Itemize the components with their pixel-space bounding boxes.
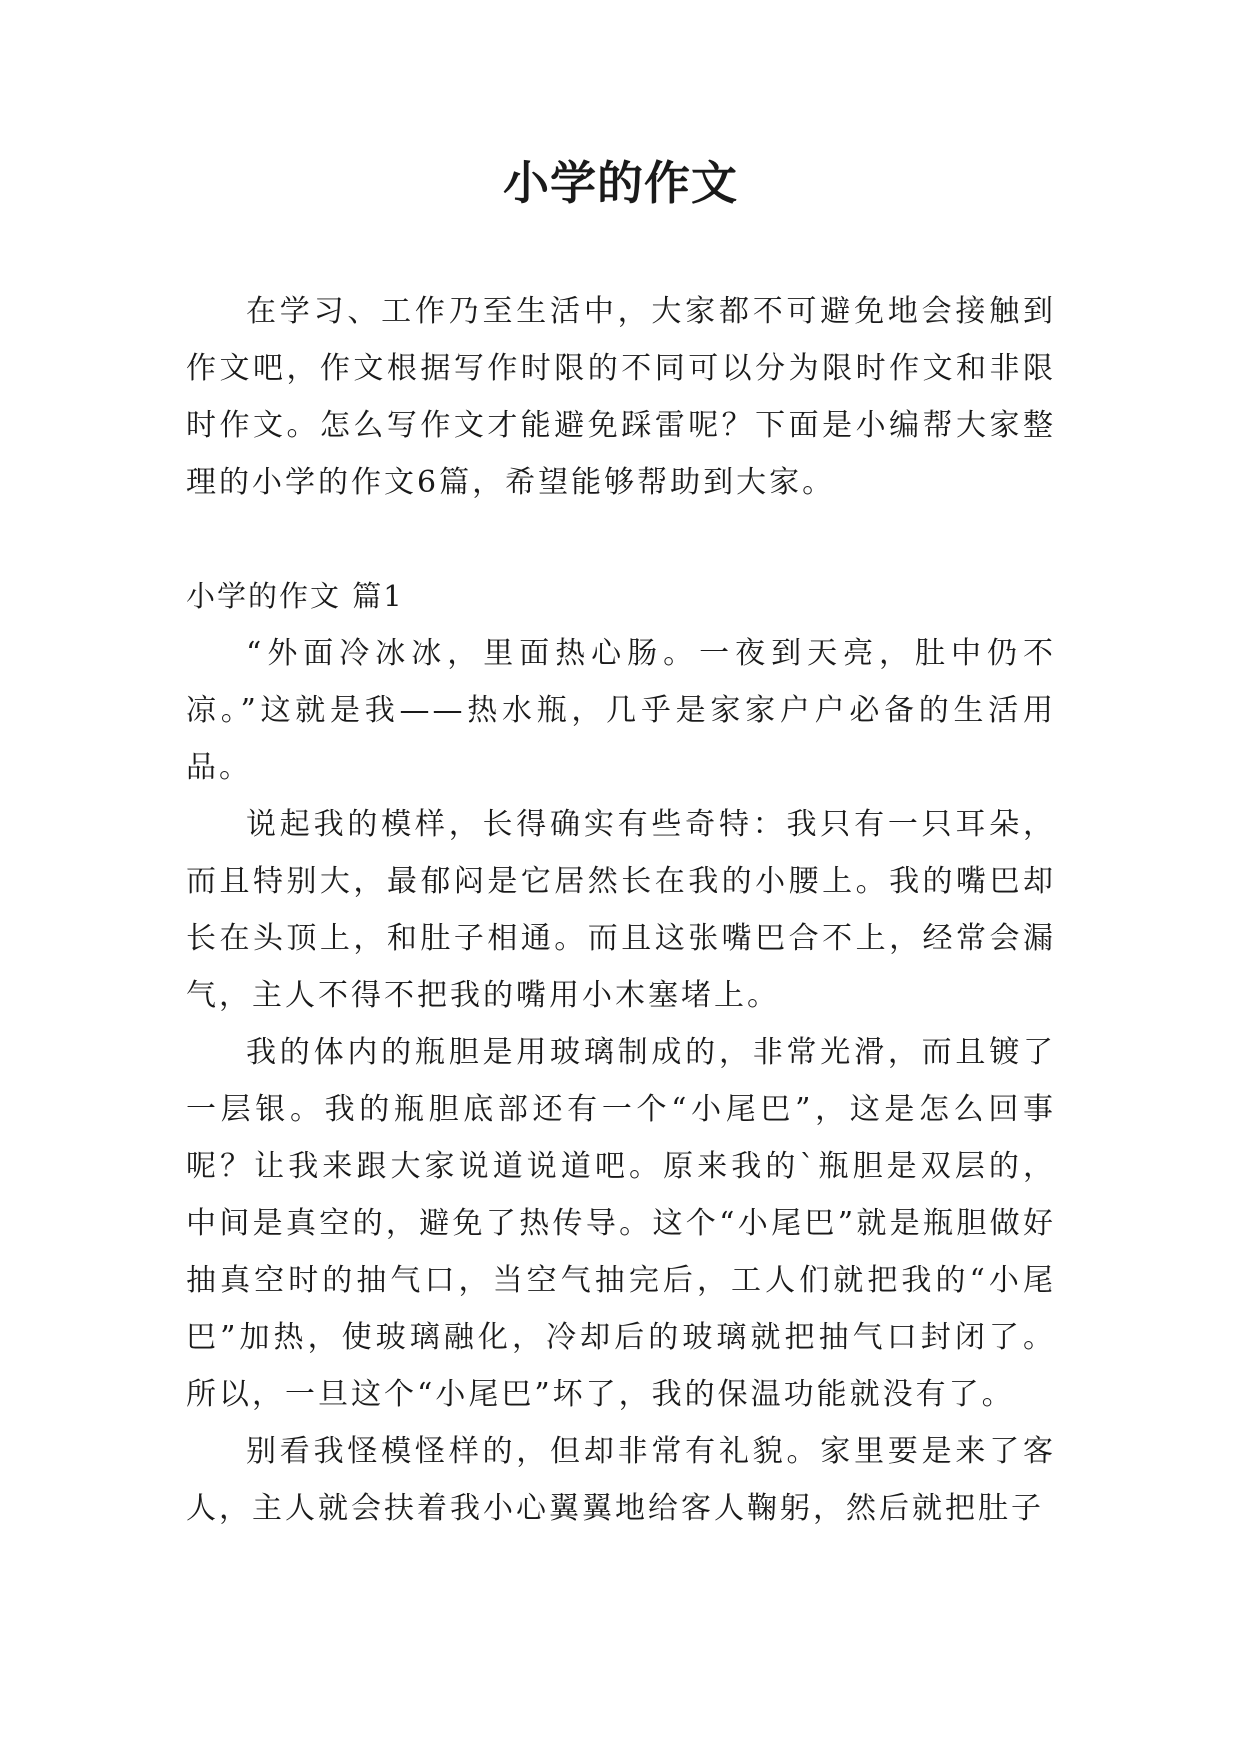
body-paragraph: 说起我的模样，长得确实有些奇特：我只有一只耳朵，而且特别大，最郁闷是它居然长在我的小腰上。我的嘴巴却长在头顶上，和肚子相通。而且这张嘴巴合不上，经常会漏气，主人不得不把我的嘴用小木塞堵上。 xyxy=(186,807,1056,1013)
document-body xyxy=(186,283,1056,1537)
intro-paragraph: 在学习、工作乃至生活中，大家都不可避免地会接触到作文吧，作文根据写作时限的不同可以分为限时作文和非限时作文。怎么写作文才能避免踩雷呢？下面是小编帮大家整理的小学的作文6篇，希望能够帮助到大家。 xyxy=(186,294,1056,500)
section-heading: 小学的作文 篇1 xyxy=(186,579,404,613)
body-paragraph: 我的体内的瓶胆是用玻璃制成的，非常光滑，而且镀了一层银。我的瓶胆底部还有一个“小尾巴”，这是怎么回事呢？让我来跟大家说道说道吧。原来我的`瓶胆是双层的，中间是真空的，避免了热传导。这个“小尾巴”就是瓶胆做好抽真空时的抽气口，当空气抽完后，工人们就把我的“小尾巴”加热，使玻璃融化，冷却后的玻璃就把抽气口封闭了。所以，一旦这个“小尾巴”坏了，我的保温功能就没有了。 xyxy=(186,1035,1056,1412)
document-title: 小学的作文 xyxy=(503,156,738,210)
body-paragraph: “外面冷冰冰，里面热心肠。一夜到天亮，肚中仍不凉。”这就是我——热水瓶，几乎是家家户户必备的生活用品。 xyxy=(186,636,1056,785)
body-paragraph: 别看我怪模怪样的，但却非常有礼貌。家里要是来了客人，主人就会扶着我小心翼翼地给客人鞠躬，然后就把肚子 xyxy=(186,1434,1056,1526)
